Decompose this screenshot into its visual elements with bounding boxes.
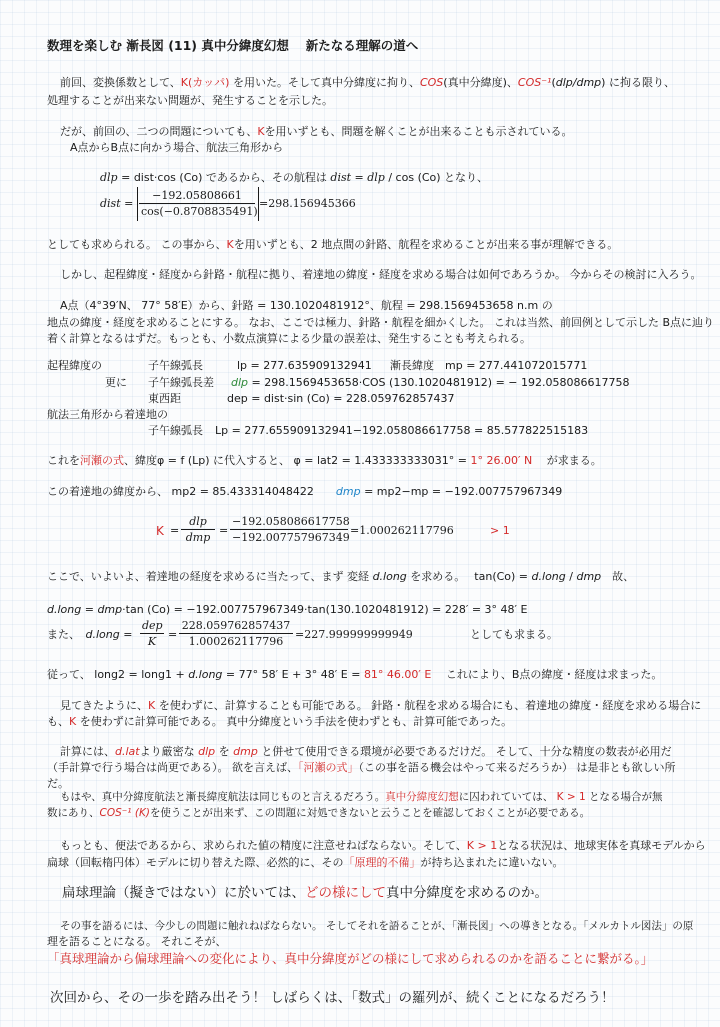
dlong-result: =227.999999999949 xyxy=(295,628,413,641)
calc-mp-value: mp = 277.441072015771 xyxy=(445,359,588,372)
text: ·tan (Co) = −192.007757967349·tan(130.1020481912) = 228′ = 3° 48′ E xyxy=(122,603,528,616)
text: 計算には、 xyxy=(60,745,115,758)
text: この着達地の緯度から、 mp2 = 85.433314048422 xyxy=(47,485,314,498)
paragraph-6 xyxy=(47,454,602,468)
text: （この事を語る機会はやって来るだろうか） は是非とも欲しい所 xyxy=(358,761,676,774)
text: を用いずとも、2 地点間の針路、航程を求めることが出来る事が理解できる。 xyxy=(233,238,619,251)
text: が求まる。 xyxy=(546,454,602,467)
dmp-term: dmp xyxy=(576,570,602,583)
text: となる状況は、地球実体を真球モデルから xyxy=(497,839,706,852)
fraction-denominator: 1.000262117796 xyxy=(188,635,284,648)
text: もっとも、便法であるから、求められた値の精度に注意せねばならない。そして、 xyxy=(60,839,467,852)
dlong-term: d.long xyxy=(372,570,407,583)
paragraph-3 xyxy=(47,238,618,252)
dist-result: =298.156945366 xyxy=(259,197,356,210)
kappa-highlight: K xyxy=(69,715,77,728)
kawase-formula-highlight: 河瀬の式 xyxy=(80,454,124,467)
text: も、 xyxy=(47,715,69,728)
paragraph-10-line-2 xyxy=(47,715,512,729)
text: 従って、 long2 = long1 + xyxy=(47,668,185,681)
equation-dlong-dep-label xyxy=(47,628,132,642)
dlp-term: dlp xyxy=(367,171,385,184)
dlong-tail-text: としても求まる。 xyxy=(470,628,558,641)
paragraph-4: しかし、起程緯度・経度から針路・航程に拠り、着達地の緯度・経度を求める場合は如何であろうか。 今からその検討に入ろう。 xyxy=(60,268,702,281)
text: 扁球理論（擬きではない）に於いては、 xyxy=(62,885,305,901)
text: （手計算で行う場合は尚更である）。 欲を言えば、 xyxy=(47,761,298,774)
paragraph-11-line-5 xyxy=(47,806,590,820)
paragraph-11-line-1 xyxy=(60,745,672,759)
equals-sign: = xyxy=(124,197,134,210)
calc-start-lat-label: 起程緯度の xyxy=(47,359,102,372)
text: を使わずに、計算することも可能である。 針路・航程を求める場合にも、着達地の緯度・経度を求める場合に xyxy=(158,699,702,712)
document-title: 数理を楽しむ 漸長図 (11) 真中分緯度幻想 新たなる理解の道へ xyxy=(47,38,419,53)
text: となる場合が無 xyxy=(589,791,663,803)
text: これにより、B点の緯度・経度は求まった。 xyxy=(445,668,663,681)
kappa-definition-fraction xyxy=(181,515,215,544)
paragraph-11-line-2 xyxy=(47,761,676,775)
dlong-term: d.long xyxy=(531,570,566,583)
fraction-bar xyxy=(179,633,293,634)
text: ここで、いよいよ、着達地の経度を求めるに当たって、まず 変経 xyxy=(47,570,370,583)
text: = xyxy=(354,171,364,184)
fraction-bar xyxy=(230,529,348,530)
dlong-term: d.long xyxy=(188,668,223,681)
illusion-highlight: 真中分緯度幻想 xyxy=(385,791,459,803)
kappa-greater-than-one: > 1 xyxy=(490,524,510,537)
paragraph-7 xyxy=(47,485,562,499)
equals-sign: = xyxy=(219,524,229,537)
text: 、緯度φ = f (Lp) に代入すると、 φ = lat2 = 1.433333333031° = xyxy=(124,454,467,467)
kappa-highlight: K xyxy=(148,699,156,712)
fraction-denominator: −192.007757967349 xyxy=(232,531,350,544)
dmp-highlight: dmp xyxy=(233,745,258,758)
closing-line: 次回から、その一歩を踏み出そう！ しばらくは、「数式」の羅列が、続くことになるだろう！ xyxy=(50,990,615,1006)
text: = dist·cos (Co) であるから、その航程は xyxy=(121,171,327,184)
text: 数にあり、 xyxy=(47,807,100,819)
fraction-denominator: dmp xyxy=(185,531,211,544)
text: / cos (Co) となり、 xyxy=(388,171,489,184)
text: = xyxy=(84,603,94,616)
text: を使わずに計算可能である。 真中分緯度という手法を使わずとも、計算可能であった。 xyxy=(79,715,513,728)
text: また、 xyxy=(47,628,75,641)
text: としても求められる。 この事から、 xyxy=(47,238,227,251)
text: が持ち込まれたに違いない。 xyxy=(420,856,564,869)
equation-dlp xyxy=(100,171,488,185)
paragraph-1-line-1 xyxy=(60,76,675,90)
calc-arrive-label: 航法三角形から着達地の xyxy=(47,408,168,421)
text: ( xyxy=(551,76,556,89)
paragraph-9 xyxy=(47,668,662,682)
text: = mp2−mp = −192.007757967349 xyxy=(364,485,563,498)
dlong-term: d.long xyxy=(47,603,82,616)
text: を求める。 tan(Co) = xyxy=(410,570,529,583)
cos-highlight: COS xyxy=(419,76,444,89)
dlp-highlight: dlp xyxy=(231,376,249,389)
paragraph-5-line-2: 地点の緯度・経度を求めることにする。 なお、ここでは極力、針路・航程を細かくした。 これは当然、前回例として示した B点に辿り xyxy=(47,316,715,329)
equation-dist-label xyxy=(100,197,133,211)
text: 前回、変換係数として、 xyxy=(60,76,181,89)
fraction-bar xyxy=(181,529,215,530)
paragraph-8 xyxy=(47,570,634,584)
dlp-term: dlp xyxy=(100,171,118,184)
calc-sara-label: 更に xyxy=(105,376,127,389)
text: 真中分緯度を求めるのか。 xyxy=(386,885,548,901)
paragraph-5-line-3: 着く計算となるはずだ。もっとも、小数点演算による少量の誤差は、発生することも考えられる。 xyxy=(47,332,531,345)
paragraph-13 xyxy=(62,886,548,900)
text: (真中分緯度)、 xyxy=(443,76,518,89)
fraction-numerator: dlp xyxy=(189,515,207,528)
text: ) に拘る限り、 xyxy=(601,76,675,89)
how-highlight: どの様にして xyxy=(305,885,386,901)
calc-mp-label: 漸長緯度 xyxy=(390,359,434,372)
text: 扁球（回転楕円体）モデルに切り替えた際、必然的に、その xyxy=(47,856,344,869)
cos-inverse-highlight: COS⁻¹ (K) xyxy=(99,807,150,819)
dlong-value-fraction xyxy=(179,619,293,648)
paragraph-12-line-1 xyxy=(60,839,706,853)
fraction-denominator: K xyxy=(147,635,157,648)
paragraph-14-line-1: その事を語るには、今少しの問題に触れねばならない。 そしてそれを語ることが、「漸長図」への導きとなる。「メルカトル図法」の原 xyxy=(60,920,694,932)
calc-Lp-value: Lp = 277.655909132941−192.058086617758 = 85.577822515183 xyxy=(215,424,589,437)
text: を用いずとも、問題を解くことが出来ることも示されている。 xyxy=(264,125,573,138)
kappa-result: =1.000262117796 xyxy=(350,524,454,537)
dlp-highlight: dlp xyxy=(198,745,216,758)
paragraph-11-line-4 xyxy=(60,790,663,804)
equals-sign: = xyxy=(168,628,178,641)
paragraph-12-line-2 xyxy=(47,856,563,870)
paragraph-5-line-1: A点（4°39′N、 77° 58′E）から、針路 = 130.1020481912°、航程 = 298.1569453658 n.m の xyxy=(60,299,553,312)
equals-sign: = xyxy=(170,524,180,537)
text: = 77° 58′ E + 3° 48′ E = xyxy=(225,668,361,681)
paragraph-11-line-3: だ。 xyxy=(47,777,69,790)
paragraph-1-line-2: 処理することが出来ない問題が、発生することを示した。 xyxy=(47,94,333,107)
kappa-highlight: K xyxy=(226,238,234,251)
cos-inverse-highlight: COS⁻¹ xyxy=(517,76,552,89)
kappa-highlight: K(カッパ) xyxy=(180,76,230,89)
text: に囚われていては、 xyxy=(458,791,554,803)
calc-dep-label: 東西距 xyxy=(148,392,181,405)
calc-lp-value: lp = 277.635909132941 xyxy=(237,359,372,372)
kappa-greater-highlight: K > 1 xyxy=(556,791,586,803)
text: これを xyxy=(47,454,80,467)
equals-sign: = xyxy=(123,628,133,641)
calc-diff-label: 子午線弧長差 xyxy=(148,376,214,389)
text: / xyxy=(569,570,573,583)
key-statement-quote: 「真球理論から偏球理論への変化により、真中分緯度がどの様にして求められるのかを語ることに繋がる。」 xyxy=(47,951,654,966)
text: を xyxy=(218,745,230,758)
fraction-bar xyxy=(139,203,255,204)
text: 見てきたように、 xyxy=(60,699,148,712)
text: を用いた。そして真中分緯度に拘り、 xyxy=(232,76,420,89)
calc-diff-formula xyxy=(231,376,630,390)
calc-dep-value: dep = dist·sin (Co) = 228.059762857437 xyxy=(227,392,455,405)
text: もはや、真中分緯度航法と漸長緯度航法は同じものと言えるだろう。 xyxy=(60,791,386,803)
calc-Lp-label: 子午線弧長 xyxy=(148,424,203,437)
paragraph-10-line-1 xyxy=(60,699,701,713)
text: より厳密な xyxy=(139,745,195,758)
latitude-result: 1° 26.00′ N xyxy=(470,454,533,467)
dmp-highlight: dmp xyxy=(335,485,361,498)
kappa-symbol: K xyxy=(156,524,164,538)
dmp-term: dmp xyxy=(97,603,123,616)
dlong-term: d.long xyxy=(85,628,120,641)
fraction-numerator: −192.058086617758 xyxy=(232,515,350,528)
fraction-numerator: 228.059762857437 xyxy=(181,619,291,632)
fraction-numerator: −192.05808661 xyxy=(152,189,242,202)
fraction-denominator: cos(−0.8708835491) xyxy=(141,205,258,218)
longitude-result: 81° 46.00′ E xyxy=(363,668,432,681)
kappa-highlight: K xyxy=(257,125,265,138)
text: だが、前回の、二つの問題についても、 xyxy=(60,125,258,138)
fraction-bar xyxy=(140,633,164,634)
text: = 298.1569453658·COS (130.1020481912) = − 192.058086617758 xyxy=(251,376,630,389)
kappa-value-fraction xyxy=(230,515,348,544)
fraction-numerator: dep xyxy=(142,619,163,632)
dep-over-k-fraction xyxy=(140,619,164,648)
text: と併せて使用できる環境が必要であるだけだ。 そして、十分な精度の数表が必用だ xyxy=(261,745,672,758)
dlat-highlight: d.lat xyxy=(115,745,140,758)
dist-term: dist xyxy=(330,171,352,184)
dist-term: dist xyxy=(100,197,121,210)
dist-fraction xyxy=(139,189,258,218)
dlp-dmp-term: dlp/dmp xyxy=(555,76,602,89)
text: を使うことが出来ず、この問題に対処できないと云うことを確認しておくことが必要である。 xyxy=(149,807,591,819)
paragraph-2-line-2: A点からB点に向かう場合、航法三角形から xyxy=(70,141,284,154)
text: 故、 xyxy=(612,570,635,583)
kappa-greater-highlight: K > 1 xyxy=(466,839,498,852)
paragraph-14-line-2: 理を語ることになる。 それこそが、 xyxy=(47,935,227,948)
equation-dlong-tan xyxy=(47,603,528,617)
kawase-formula-highlight: 「河瀬の式」 xyxy=(298,761,359,774)
principle-flaw-highlight: 「原理的不備」 xyxy=(343,856,421,869)
paragraph-2-line-1 xyxy=(60,125,573,139)
calc-lp-label: 子午線弧長 xyxy=(148,359,203,372)
